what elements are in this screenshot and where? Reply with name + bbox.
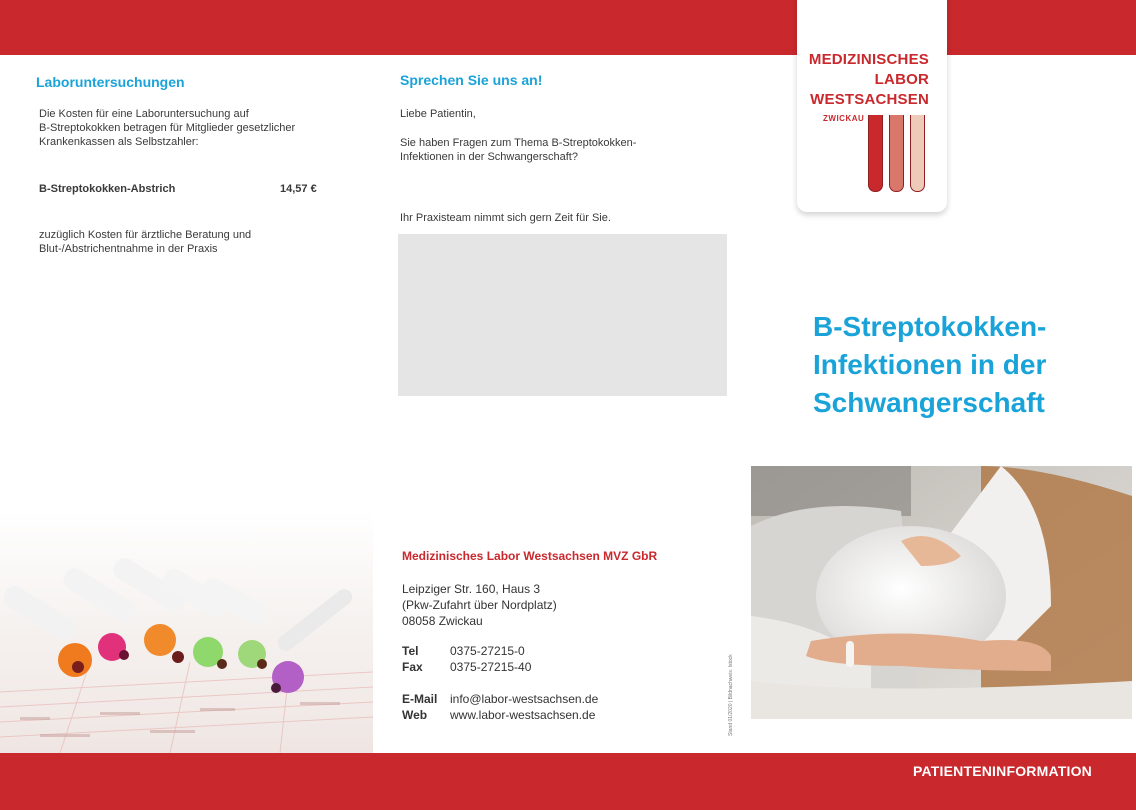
email-label: E-Mail: [402, 692, 438, 706]
salutation: Liebe Patientin,: [400, 108, 476, 120]
additional-costs-line: Blut-/Abstrichentnahme in der Praxis: [39, 243, 218, 255]
question-text: [400, 136, 700, 164]
footer-label: PATIENTENINFORMATION: [913, 763, 1092, 779]
test-tubes-photo: [0, 512, 373, 753]
test-tube-icon: [910, 115, 925, 192]
additional-costs-note: [39, 228, 349, 256]
additional-costs-line: zuzüglich Kosten für ärztliche Beratung und: [39, 229, 252, 241]
logo-city: ZWICKAU: [823, 114, 865, 123]
address-line: Leipziger Str. 160, Haus 3: [402, 582, 541, 596]
section-title-contact: Sprechen Sie uns an!: [400, 72, 543, 88]
fax-value: 0375-27215-40: [450, 660, 532, 674]
practice-stamp-area: [398, 234, 727, 396]
cover-title-line: B-Streptokokken-: [813, 311, 1047, 342]
cover-title: [813, 308, 1113, 422]
cost-intro-line: Krankenkassen als Selbstzahler:: [39, 136, 199, 148]
cover-title-line: Infektionen in der: [813, 349, 1047, 380]
price-label: B-Streptokokken-Abstrich: [39, 183, 176, 195]
question-line: Sie haben Fragen zum Thema B-Streptokokken-: [400, 137, 637, 149]
address-line: 08058 Zwickau: [402, 614, 483, 628]
logo-line-3: WESTSACHSEN: [810, 91, 929, 108]
address-line: (Pkw-Zufahrt über Nordplatz): [402, 598, 557, 612]
fax-label: Fax: [402, 660, 423, 674]
tel-value: 0375-27215-0: [450, 644, 525, 658]
image-credit: Stand 01/2020 | Bildnachweis: Istock: [728, 654, 734, 736]
section-title-laboruntersuchungen: Laboruntersuchungen: [36, 74, 185, 90]
price-value: 14,57 €: [280, 183, 317, 195]
website-link[interactable]: www.labor-westsachsen.de: [450, 708, 596, 722]
bottom-band: [0, 753, 1136, 810]
pregnant-woman-photo: [751, 466, 1132, 719]
test-tube-icon: [868, 115, 883, 192]
cost-intro-line: B-Streptokokken betragen für Mitglieder gesetzlicher: [39, 122, 296, 134]
cost-intro-line: Die Kosten für eine Laboruntersuchung auf: [39, 108, 249, 120]
cover-title-line: Schwangerschaft: [813, 387, 1045, 418]
test-tube-icon: [889, 115, 904, 192]
email-link[interactable]: info@labor-westsachsen.de: [450, 692, 599, 706]
logo-line-1: MEDIZINISCHES: [808, 51, 929, 68]
tel-label: Tel: [402, 644, 419, 658]
organization-name: Medizinisches Labor Westsachsen MVZ GbR: [402, 549, 658, 563]
team-text: Ihr Praxisteam nimmt sich gern Zeit für Sie.: [400, 212, 611, 224]
cost-intro: [39, 107, 349, 149]
top-band: [0, 0, 1136, 55]
logo-line-2: LABOR: [874, 71, 929, 88]
question-line: Infektionen in der Schwangerschaft?: [400, 151, 578, 163]
web-label: Web: [402, 708, 428, 722]
lab-logo: [797, 0, 947, 212]
